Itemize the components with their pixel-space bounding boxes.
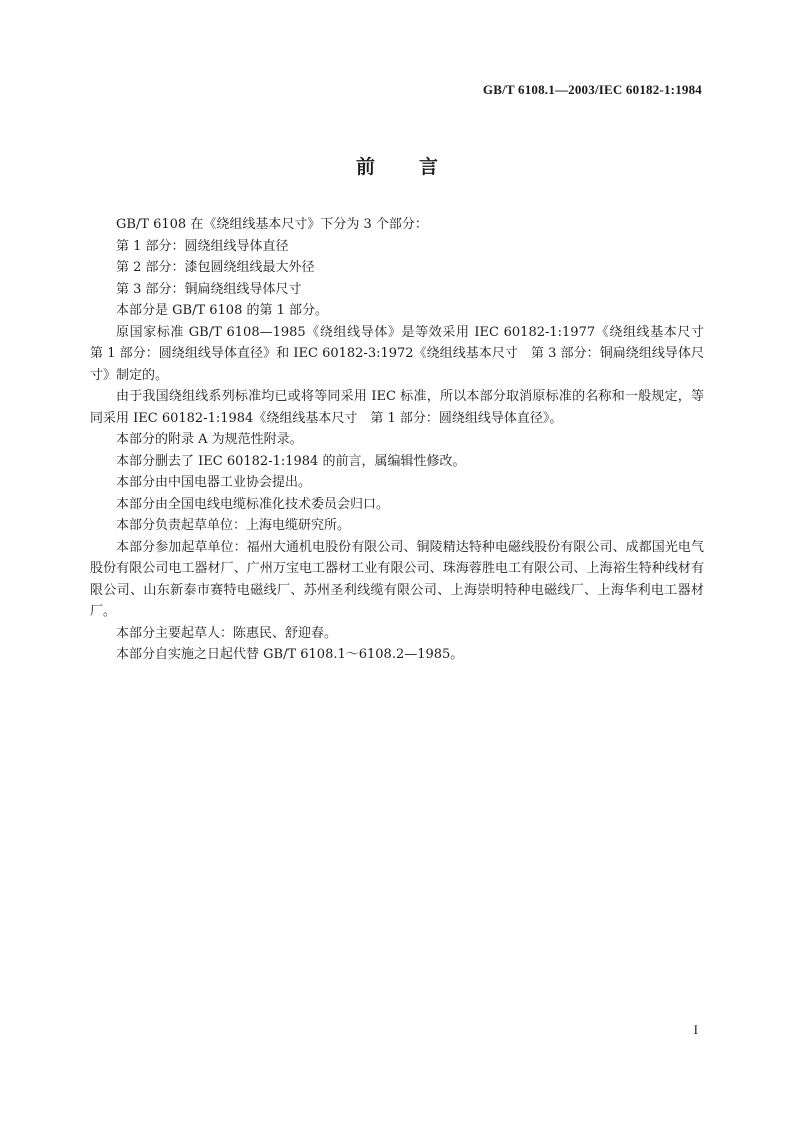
paragraph: 本部分由中国电器工业协会提出。 [116,475,312,490]
paragraph: 第 1 部分：圆绕组线导体直径 [116,238,289,254]
paragraph: 第 3 部分：铜扁绕组线导体尺寸 [116,281,302,297]
paragraph: 本部分负责起草单位：上海电缆研究所。 [116,518,351,533]
foreword-body [90,214,718,666]
paragraph: GB/T 6108 在《绕组线基本尺寸》下分为 3 个部分： [116,217,428,232]
paragraph: 本部分参加起草单位：福州大通机电股份有限公司、铜陵精达特种电磁线股份有限公司、成都国光电气股份有限公司电工器材厂、广州万宝电工器材工业有限公司、珠海蓉胜电工有限公司、上海裕生特种线材有限公司、山东新泰市赛特电磁线厂、苏州圣利线缆有限公司、上海崇明特种电磁线厂、上海华利电工器材厂。 [90,539,704,619]
page-title: 前言 [355,156,482,178]
paragraph: 本部分主要起草人：陈惠民、舒迎春。 [116,625,338,641]
paragraph: 本部分的附录 A 为规范性附录。 [116,432,303,447]
paragraph: 本部分删去了 IEC 60182-1:1984 的前言，属编辑性修改。 [116,453,466,469]
paragraph: 本部分自实施之日起代替 GB/T 6108.1～6108.2—1985。 [116,647,464,662]
paragraph: 本部分是 GB/T 6108 的第 1 部分。 [116,303,329,318]
paragraph: 原国家标准 GB/T 6108—1985《绕组线导体》是等效采用 IEC 60182-1:1977《绕组线基本尺寸 第 1 部分：圆绕组线导体直径》和 IEC 60182-3:1972《绕组线基本尺寸 第 3 部分：铜扁绕组线导体尺寸》制定的。 [90,324,718,383]
paragraph: 本部分由全国电线电缆标准化技术委员会归口。 [116,496,390,512]
page-number: I [693,1022,698,1037]
paragraph: 由于我国绕组线系列标准均已或将等同采用 IEC 标准，所以本部分取消原标准的名称和一般规定，等同采用 IEC 60182-1:1984《绕组线基本尺寸 第 1 部分：圆绕组线导体直径》。 [90,389,704,426]
standard-code-header: GB/T 6108.1—2003/IEC 60182-1:1984 [482,82,702,97]
paragraph: 第 2 部分：漆包圆绕组线最大外径 [116,260,315,275]
